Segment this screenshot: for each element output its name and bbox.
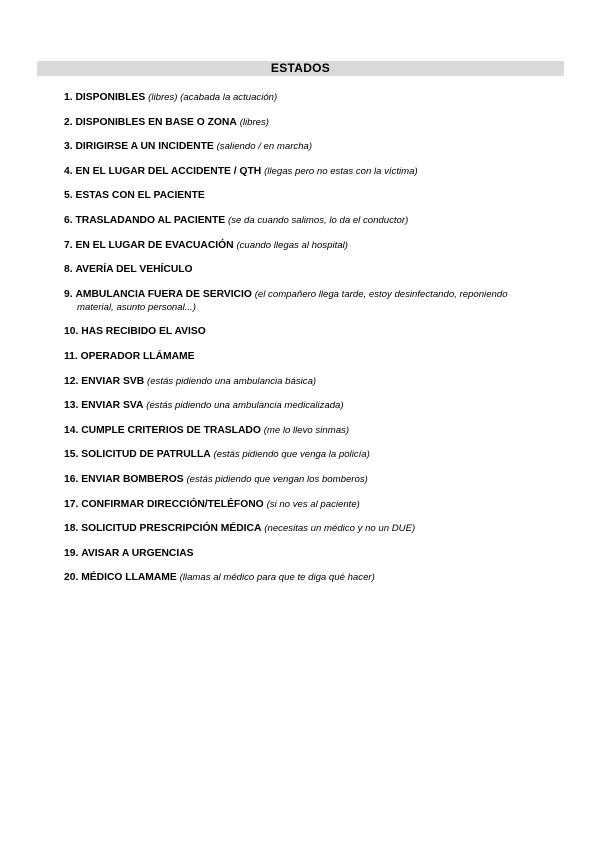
status-note: (me lo llevo sinmas) <box>263 424 350 436</box>
status-item <box>64 399 534 412</box>
status-label: CONFIRMAR DIRECCIÓN/TELÉFONO <box>81 498 264 510</box>
status-label: ENVIAR BOMBEROS <box>81 473 184 485</box>
status-label: OPERADOR LLÁMAME <box>80 350 195 362</box>
status-number: 18. <box>64 523 79 535</box>
status-label: DIRIGIRSE A UN INCIDENTE <box>75 141 214 153</box>
status-note: (estás pidiendo una ambulancia básica) <box>147 375 317 387</box>
status-label: EN EL LUGAR DE EVACUACIÓN <box>75 239 234 251</box>
status-note: (estás pidiendo que vengan los bomberos) <box>186 473 368 485</box>
status-number: 3. <box>64 141 73 153</box>
status-note: (si no ves al paciente) <box>266 498 360 510</box>
status-label: ENVIAR SVA <box>81 400 144 412</box>
status-note: (cuando llegas al hospital) <box>236 239 348 251</box>
status-item <box>64 189 534 202</box>
status-item <box>64 571 534 584</box>
status-item <box>64 498 534 511</box>
status-number: 13. <box>64 400 79 412</box>
status-note: (llamas al médico para que te diga qué hacer) <box>179 572 375 584</box>
status-item <box>64 325 534 338</box>
status-number: 12. <box>64 375 79 387</box>
status-label: AVERÍA DEL VEHÍCULO <box>75 264 193 276</box>
status-label: ENVIAR SVB <box>81 375 145 387</box>
status-note: (saliendo / en marcha) <box>216 141 313 153</box>
status-number: 15. <box>64 449 79 461</box>
status-number: 14. <box>64 424 79 436</box>
status-number: 9. <box>64 288 73 300</box>
status-note: (estás pidiendo que venga la policía) <box>213 449 370 461</box>
status-note: (libres) <box>239 116 270 128</box>
page-title: ESTADOS <box>37 61 564 76</box>
status-number: 11. <box>64 350 78 362</box>
status-list <box>64 91 534 596</box>
status-note: (el compañero llega tarde, estoy desinfectando, reponiendo material, asunto personal...) <box>77 288 508 313</box>
status-number: 1. <box>64 92 73 103</box>
status-number: 8. <box>64 264 73 276</box>
status-item <box>64 350 534 363</box>
status-label: CUMPLE CRITERIOS DE TRASLADO <box>81 424 261 436</box>
status-item <box>64 239 534 252</box>
status-item <box>64 214 534 227</box>
status-item <box>64 473 534 486</box>
status-label: SOLICITUD DE PATRULLA <box>81 449 211 461</box>
status-item <box>64 424 534 437</box>
status-item <box>64 375 534 388</box>
status-number: 19. <box>64 547 79 559</box>
status-note: (estás pidiendo una ambulancia medicalizada) <box>146 400 344 412</box>
status-number: 16. <box>64 473 79 485</box>
status-label: DISPONIBLES <box>75 92 146 103</box>
status-number: 7. <box>64 239 73 251</box>
status-item <box>64 116 534 129</box>
status-label: ESTAS CON EL PACIENTE <box>75 190 205 202</box>
status-number: 17. <box>64 498 79 510</box>
status-label: SOLICITUD PRESCRIPCIÓN MÉDICA <box>81 523 262 535</box>
status-item <box>64 522 534 535</box>
status-number: 2. <box>64 116 73 128</box>
status-item <box>64 165 534 178</box>
status-number: 10. <box>64 326 79 338</box>
status-note: (llegas pero no estas con la víctima) <box>264 165 418 177</box>
status-label: DISPONIBLES EN BASE O ZONA <box>75 116 237 128</box>
status-label: HAS RECIBIDO EL AVISO <box>81 326 206 338</box>
status-item <box>64 288 534 314</box>
status-note: (necesitas un médico y no un DUE) <box>264 523 416 535</box>
status-note: (libres) (acabada la actuación) <box>148 92 278 103</box>
status-item <box>64 140 534 153</box>
status-label: AMBULANCIA FUERA DE SERVICIO <box>75 288 252 300</box>
status-number: 4. <box>64 165 73 177</box>
status-number: 6. <box>64 214 73 226</box>
status-note: (se da cuando salimos, lo da el conductor) <box>228 214 409 226</box>
status-item <box>64 448 534 461</box>
status-label: TRASLADANDO AL PACIENTE <box>75 214 226 226</box>
status-item <box>64 263 534 276</box>
status-number: 5. <box>64 190 73 202</box>
status-label: EN EL LUGAR DEL ACCIDENTE / QTH <box>75 165 262 177</box>
status-number: 20. <box>64 572 79 584</box>
status-label: AVISAR A URGENCIAS <box>81 547 194 559</box>
status-label: MÉDICO LLAMAME <box>81 572 177 584</box>
status-item <box>64 547 534 560</box>
status-item <box>64 91 534 104</box>
